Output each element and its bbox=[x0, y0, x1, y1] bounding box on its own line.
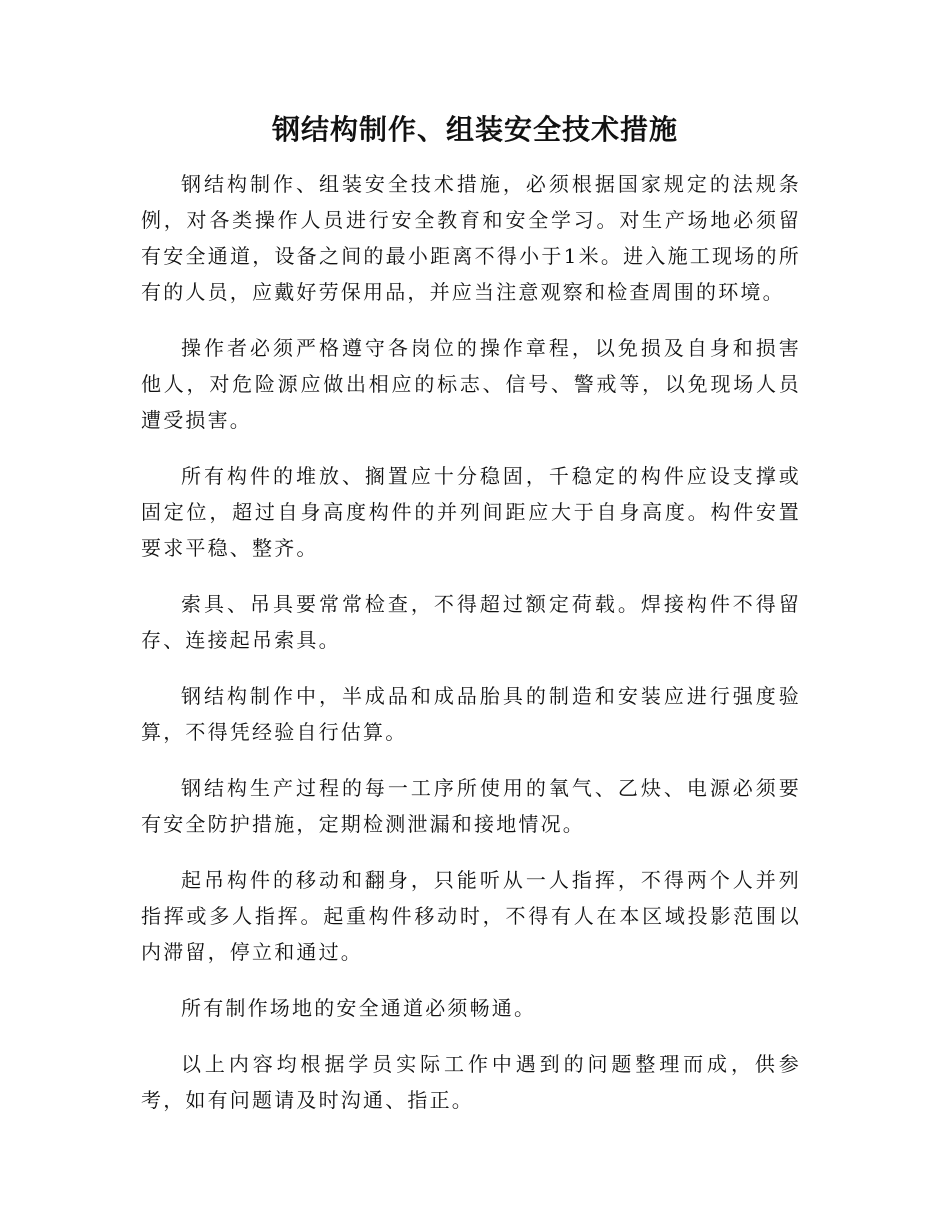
paragraph-3: 所有构件的堆放、搁置应十分稳固，千稳定的构件应设支撑或固定位，超过自身高度构件的并列间距应大于自身高度。构件安置要求平稳、整齐。 bbox=[141, 464, 801, 560]
paragraph-4: 索具、吊具要常常检查，不得超过额定荷载。焊接构件不得留存、连接起吊索具。 bbox=[141, 592, 801, 652]
paragraph-9: 以上内容均根据学员实际工作中遇到的问题整理而成，供参考，如有问题请及时沟通、指正。 bbox=[141, 1052, 801, 1112]
paragraph-5: 钢结构制作中，半成品和成品胎具的制造和安装应进行强度验算，不得凭经验自行估算。 bbox=[141, 684, 801, 744]
paragraph-6: 钢结构生产过程的每一工序所使用的氧气、乙炔、电源必须要有安全防护措施，定期检测泄漏和接地情况。 bbox=[141, 776, 801, 836]
document-body bbox=[141, 166, 801, 1138]
paragraph-7: 起吊构件的移动和翻身，只能听从一人指挥，不得两个人并列指挥或多人指挥。起重构件移动时，不得有人在本区域投影范围以内滞留，停立和通过。 bbox=[141, 868, 801, 964]
paragraph-2: 操作者必须严格遵守各岗位的操作章程，以免损及自身和损害他人，对危险源应做出相应的标志、信号、警戒等，以免现场人员遭受损害。 bbox=[141, 336, 801, 432]
paragraph-8: 所有制作场地的安全通道必须畅通。 bbox=[181, 996, 537, 1020]
document-title: 钢结构制作、组装安全技术措施 bbox=[271, 113, 678, 146]
paragraph-1: 钢结构制作、组装安全技术措施，必须根据国家规定的法规条例，对各类操作人员进行安全教育和安全学习。对生产场地必须留有安全通道，设备之间的最小距离不得小于1米。进入施工现场的所有的人员，应戴好劳保用品，并应当注意观察和检查周围的环境。 bbox=[141, 172, 801, 304]
